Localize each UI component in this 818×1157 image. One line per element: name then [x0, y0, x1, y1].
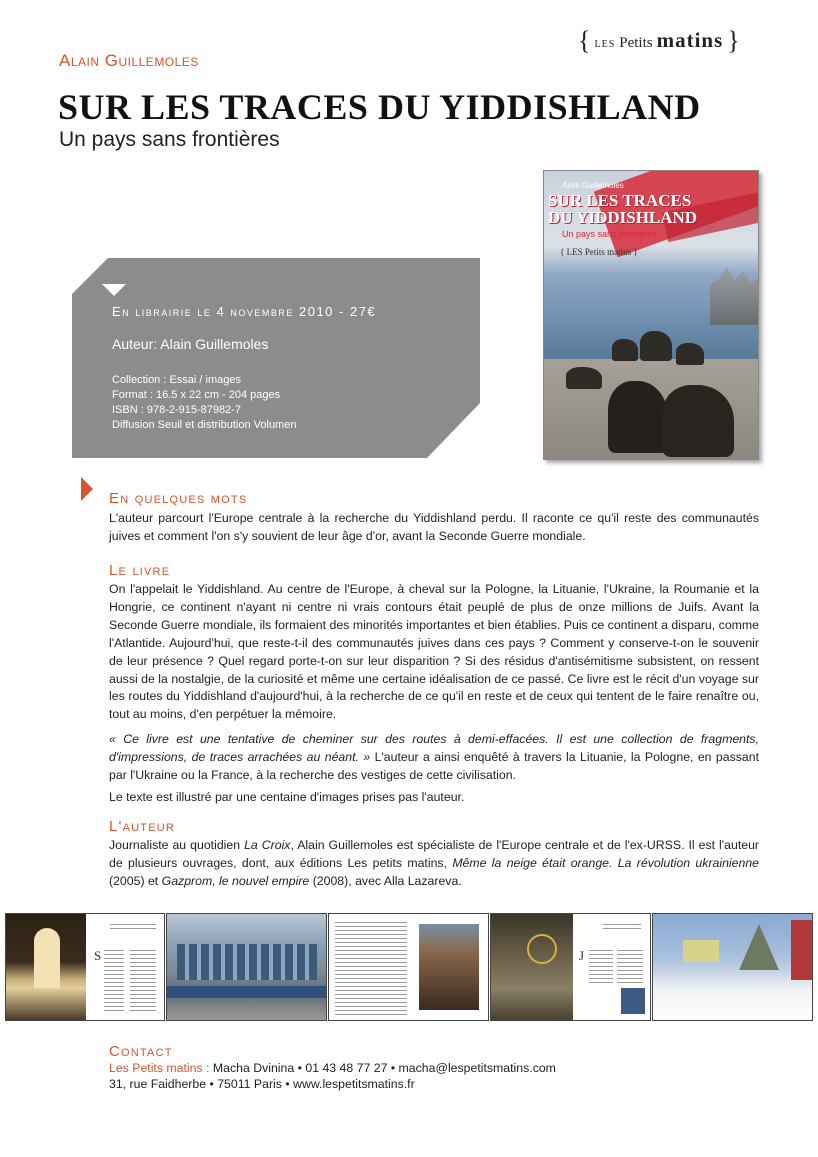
- cover-author: Alain Guillemoles: [562, 181, 624, 190]
- format: Format : 16.5 x 22 cm - 204 pages: [112, 389, 281, 401]
- book-quote: « Ce livre est une tentative de cheminer sur des routes à demi-effacées. Il est une collection de fragments, d'impressions, de traces arrachées au néant. »: [109, 732, 759, 764]
- info-author: Auteur: Alain Guillemoles: [112, 336, 269, 352]
- contact-line-1: Les Petits matins : Macha Dvinina • 01 43 48 77 27 • macha@lespetitsmatins.com: [109, 1061, 556, 1075]
- section-heading-summary: En quelques mots: [109, 490, 248, 507]
- info-panel: [72, 258, 484, 458]
- thumbnail-spread-5: [652, 913, 813, 1021]
- info-text: [112, 304, 376, 433]
- cover-logo: { LES Petits matins }: [560, 247, 638, 257]
- thumbnail-spread-2: [166, 913, 327, 1021]
- contact-heading: Contact: [109, 1043, 173, 1060]
- diffusion: Diffusion Seuil et distribution Volumen: [112, 419, 297, 431]
- thumbnail-spread-4: J: [490, 913, 651, 1021]
- book-quote-paragraph: « Ce livre est une tentative de cheminer sur des routes à demi-effacées. Il est une collection de fragments, d'impressions, de traces arrachées au néant. » L'auteur a ainsi enquêté à travers la Lituanie, la Pologne, en passant par l'Ukraine ou la France, à la recherche des vestiges de cette civilisation.: [109, 732, 759, 782]
- summary-text: L'auteur parcourt l'Europe centrale à la recherche du Yiddishland perdu. Il raconte ce qu'il reste des communautés juives et comment l'on s'y souvient de leur âge d'or, avant la Seconde Guerre mondiale.: [109, 511, 759, 543]
- book-subtitle: Un pays sans frontières: [59, 128, 280, 151]
- isbn: ISBN : 978-2-915-87982-7: [112, 404, 242, 416]
- collection: Collection : Essai / images: [112, 374, 241, 386]
- publisher-logo: { LES Petits matins }: [578, 26, 740, 55]
- book-metadata: [112, 373, 376, 433]
- section-heading-book: Le livre: [109, 562, 171, 579]
- book-cover: [543, 170, 759, 460]
- section-arrow-icon: [81, 477, 93, 501]
- thumbnail-spread-1: S: [5, 913, 165, 1021]
- cover-subtitle: Un pays sans frontières: [562, 229, 657, 239]
- thumbnail-spread-3: [328, 913, 489, 1021]
- cover-title: SUR LES TRACES DU YIDDISHLAND: [548, 191, 698, 227]
- page-thumbnails: [5, 913, 813, 1021]
- release-date: En librairie le 4 novembre 2010 - 27€: [112, 304, 377, 319]
- book-title: SUR LES TRACES DU YIDDISHLAND: [58, 87, 701, 127]
- contact-line-2: 31, rue Faidherbe • 75011 Paris • www.lespetitsmatins.fr: [109, 1077, 415, 1091]
- author-name: Alain Guillemoles: [59, 51, 199, 70]
- cover-building-image: [710, 267, 758, 325]
- contact-brand: Les Petits matins :: [109, 1061, 210, 1075]
- section-heading-author: L'auteur: [109, 818, 176, 835]
- illustration-note: Le texte est illustré par une centaine d'images prises pas l'auteur.: [109, 790, 465, 804]
- author-bio: Journaliste au quotidien La Croix, Alain Guillemoles est spécialiste de l'Europe centrale et de l'ex-URSS. Il est l'auteur de plusieurs ouvrages, dont, aux éditions Les petits matins, Même la neige était orange. La révolution ukrainienne (2005) et Gazprom, le nouvel empire (2008), avec Alla Lazareva.: [109, 838, 760, 888]
- book-description: On l'appelait le Yiddishland. Au centre de l'Europe, à cheval sur la Pologne, la Lituanie, l'Ukraine, la Roumanie et la Hongrie, ce continent n'ayant ni centre ni vrais contours était peuplé de plus de onze millions de Juifs. Avant la Seconde Guerre mondiale, ils formaient des minorités importantes et bien établies. Puis ce continent a disparu, comme l'Atlantide. Aujourd'hui, que reste-t-il des communautés juives dans ces pays ? Comment y conserve-t-on le souvenir de leur présence ? Quel regard porte-t-on sur leur disparition ? Si des résidus d'antisémitisme subsistent, on ressent aussi de la nostalgie, de la curiosité et même une certaine idéalisation de ce passé. Ce livre est le récit d'un voyage sur les routes du Yiddishland d'aujourd'hui, à la recherche de ce qu'il en reste et de ceux qui tentent de le faire renaître ou, tout au moins, d'en perpétuer la mémoire.: [109, 582, 759, 722]
